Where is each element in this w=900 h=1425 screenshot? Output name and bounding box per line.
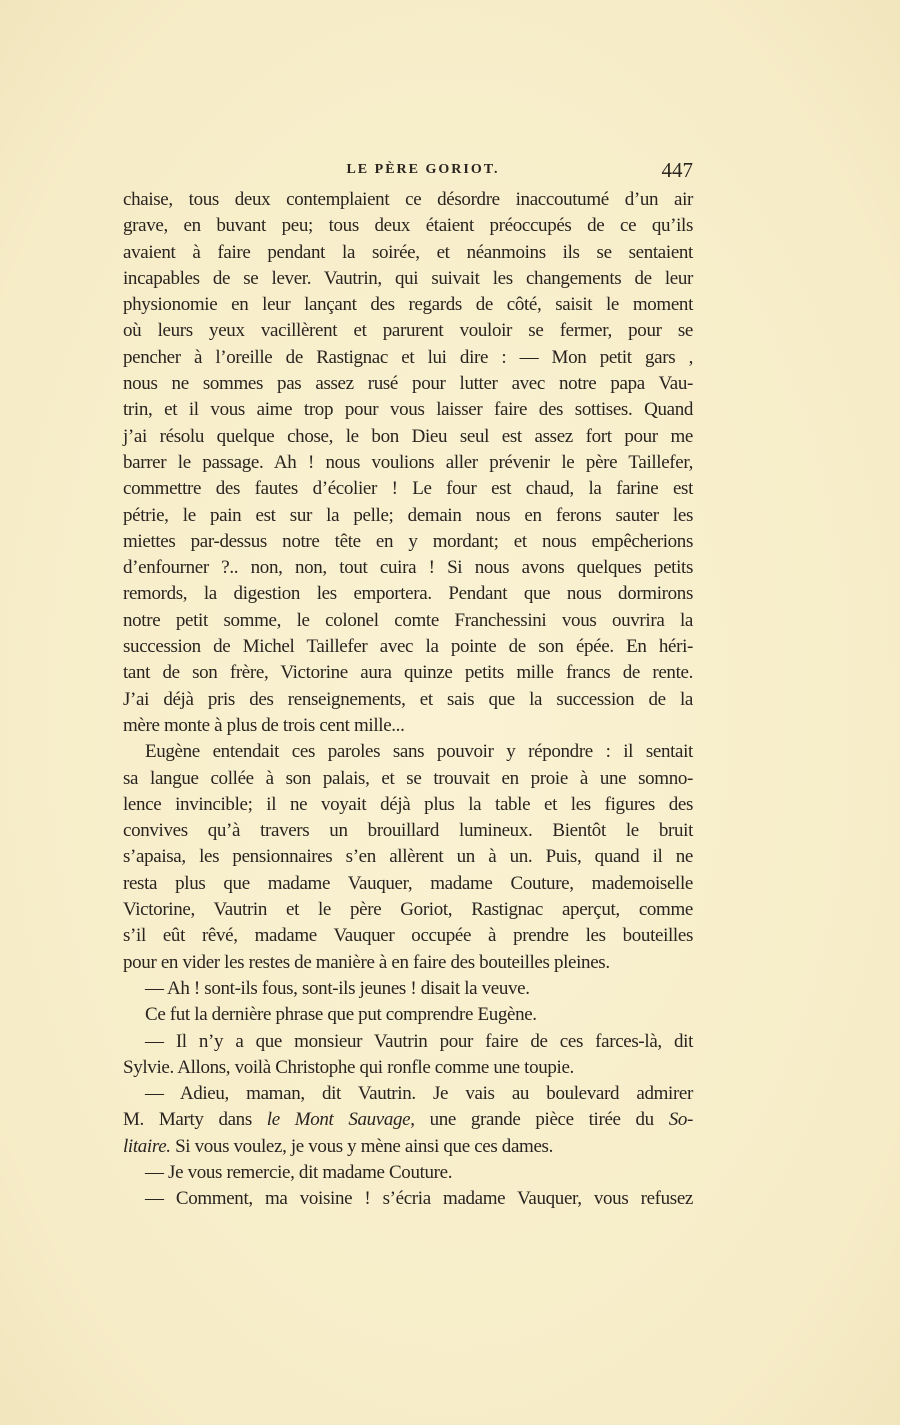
text-line: pour en vider les restes de manière à en faire des bouteilles pleines. [123,951,610,973]
text-line: avaient à faire pendant la soirée, et néanmoins ils se sentaient [123,241,693,263]
text-segment: M. Marty dans [123,1109,267,1131]
text-line: chaise, tous deux contemplaient ce désordre inaccoutumé d’un air [123,189,693,210]
text-line: Eugène entendait ces paroles sans pouvoir y répondre : il sentait [145,741,693,763]
text-line: J’ai déjà pris des renseignements, et sais que la succession de la [123,688,693,710]
text-line: convives qu’à travers un brouillard lumineux. Bientôt le bruit [123,820,693,842]
page-number: 447 [661,158,693,182]
text-line: tant de son frère, Victorine aura quinze petits mille francs de rente. [123,662,693,684]
text-line: succession de Michel Taillefer avec la pointe de son épée. En héri- [123,636,693,658]
text-line [123,1107,693,1133]
text-line: — Adieu, maman, dit Vautrin. Je vais au boulevard admirer [145,1083,693,1105]
text-line: — Je vous remercie, dit madame Couture. [145,1161,453,1183]
text-line: mère monte à plus de trois cent mille... [123,714,405,736]
text-line: pétrie, le pain est sur la pelle; demain nous en ferons sauter les [123,504,693,526]
text-line: s’il eût rêvé, madame Vauquer occupée à prendre les bouteilles [123,925,693,947]
text-line: nous ne sommes pas assez rusé pour lutter avec notre papa Vau- [123,373,693,395]
text-line [123,1134,693,1160]
text-line: — Comment, ma voisine ! s’écria madame Vauquer, vous refusez [145,1188,693,1210]
text-line: barrer le passage. Ah ! nous voulions aller prévenir le père Taillefer, [123,451,693,473]
text-line: remords, la digestion les emportera. Pendant que nous dormirons [123,583,693,605]
text-segment: , une grande pièce tirée du [410,1109,669,1131]
text-line: commettre des fautes d’écolier ! Le four est chaud, la farine est [123,478,693,500]
body-text [123,187,693,1213]
text-line: Ce fut la dernière phrase que put comprendre Eugène. [145,1004,537,1026]
text-line: miettes par-dessus notre tête en y mordant; et nous empêcherions [123,530,693,552]
text-segment: Si vous voulez, je vous y mène ainsi que ces dames. [170,1135,553,1157]
running-title: LE PÈRE GORIOT. [346,162,500,177]
text-line: incapables de se lever. Vautrin, qui suivait les changements de leur [123,267,693,289]
italic-title-text: litaire. [123,1135,171,1157]
text-line: s’apaisa, les pensionnaires s’en allèrent un à un. Puis, quand il ne [123,846,693,868]
text-line: grave, en buvant peu; tous deux étaient préoccupés de ce qu’ils [123,215,693,237]
text-line: j’ai résolu quelque chose, le bon Dieu seul est assez fort pour me [123,425,693,447]
text-line: d’enfourner ?.. non, non, tout cuira ! Si nous avons quelques petits [123,557,693,579]
text-line: sa langue collée à son palais, et se trouvait en proie à une somno- [123,767,693,789]
text-line: — Il n’y a que monsieur Vautrin pour faire de ces farces-là, dit [145,1030,693,1052]
text-line: resta plus que madame Vauquer, madame Couture, mademoiselle [123,872,693,894]
text-line: trin, et il vous aime trop pour vous laisser faire des sottises. Quand [123,399,693,421]
text-line: — Ah ! sont-ils fous, sont-ils jeunes ! disait la veuve. [145,977,530,999]
italic-title-text: So- [668,1109,694,1131]
page-header [123,158,693,184]
text-line: Sylvie. Allons, voilà Christophe qui ronfle comme une toupie. [123,1056,574,1078]
italic-title-text: le Mont Sauvage [266,1109,411,1131]
text-line: lence invincible; il ne voyait déjà plus la table et les figures des [123,793,693,815]
text-line: Victorine, Vautrin et le père Goriot, Rastignac aperçut, comme [123,899,693,921]
text-line: pencher à l’oreille de Rastignac et lui dire : — Mon petit gars , [123,346,693,368]
text-line: physionomie en leur lançant des regards de côté, saisit le moment [123,294,693,316]
text-line: où leurs yeux vacillèrent et parurent vouloir se fermer, pour se [123,320,693,342]
text-line: notre petit somme, le colonel comte Franchessini vous ouvrira la [123,609,693,631]
